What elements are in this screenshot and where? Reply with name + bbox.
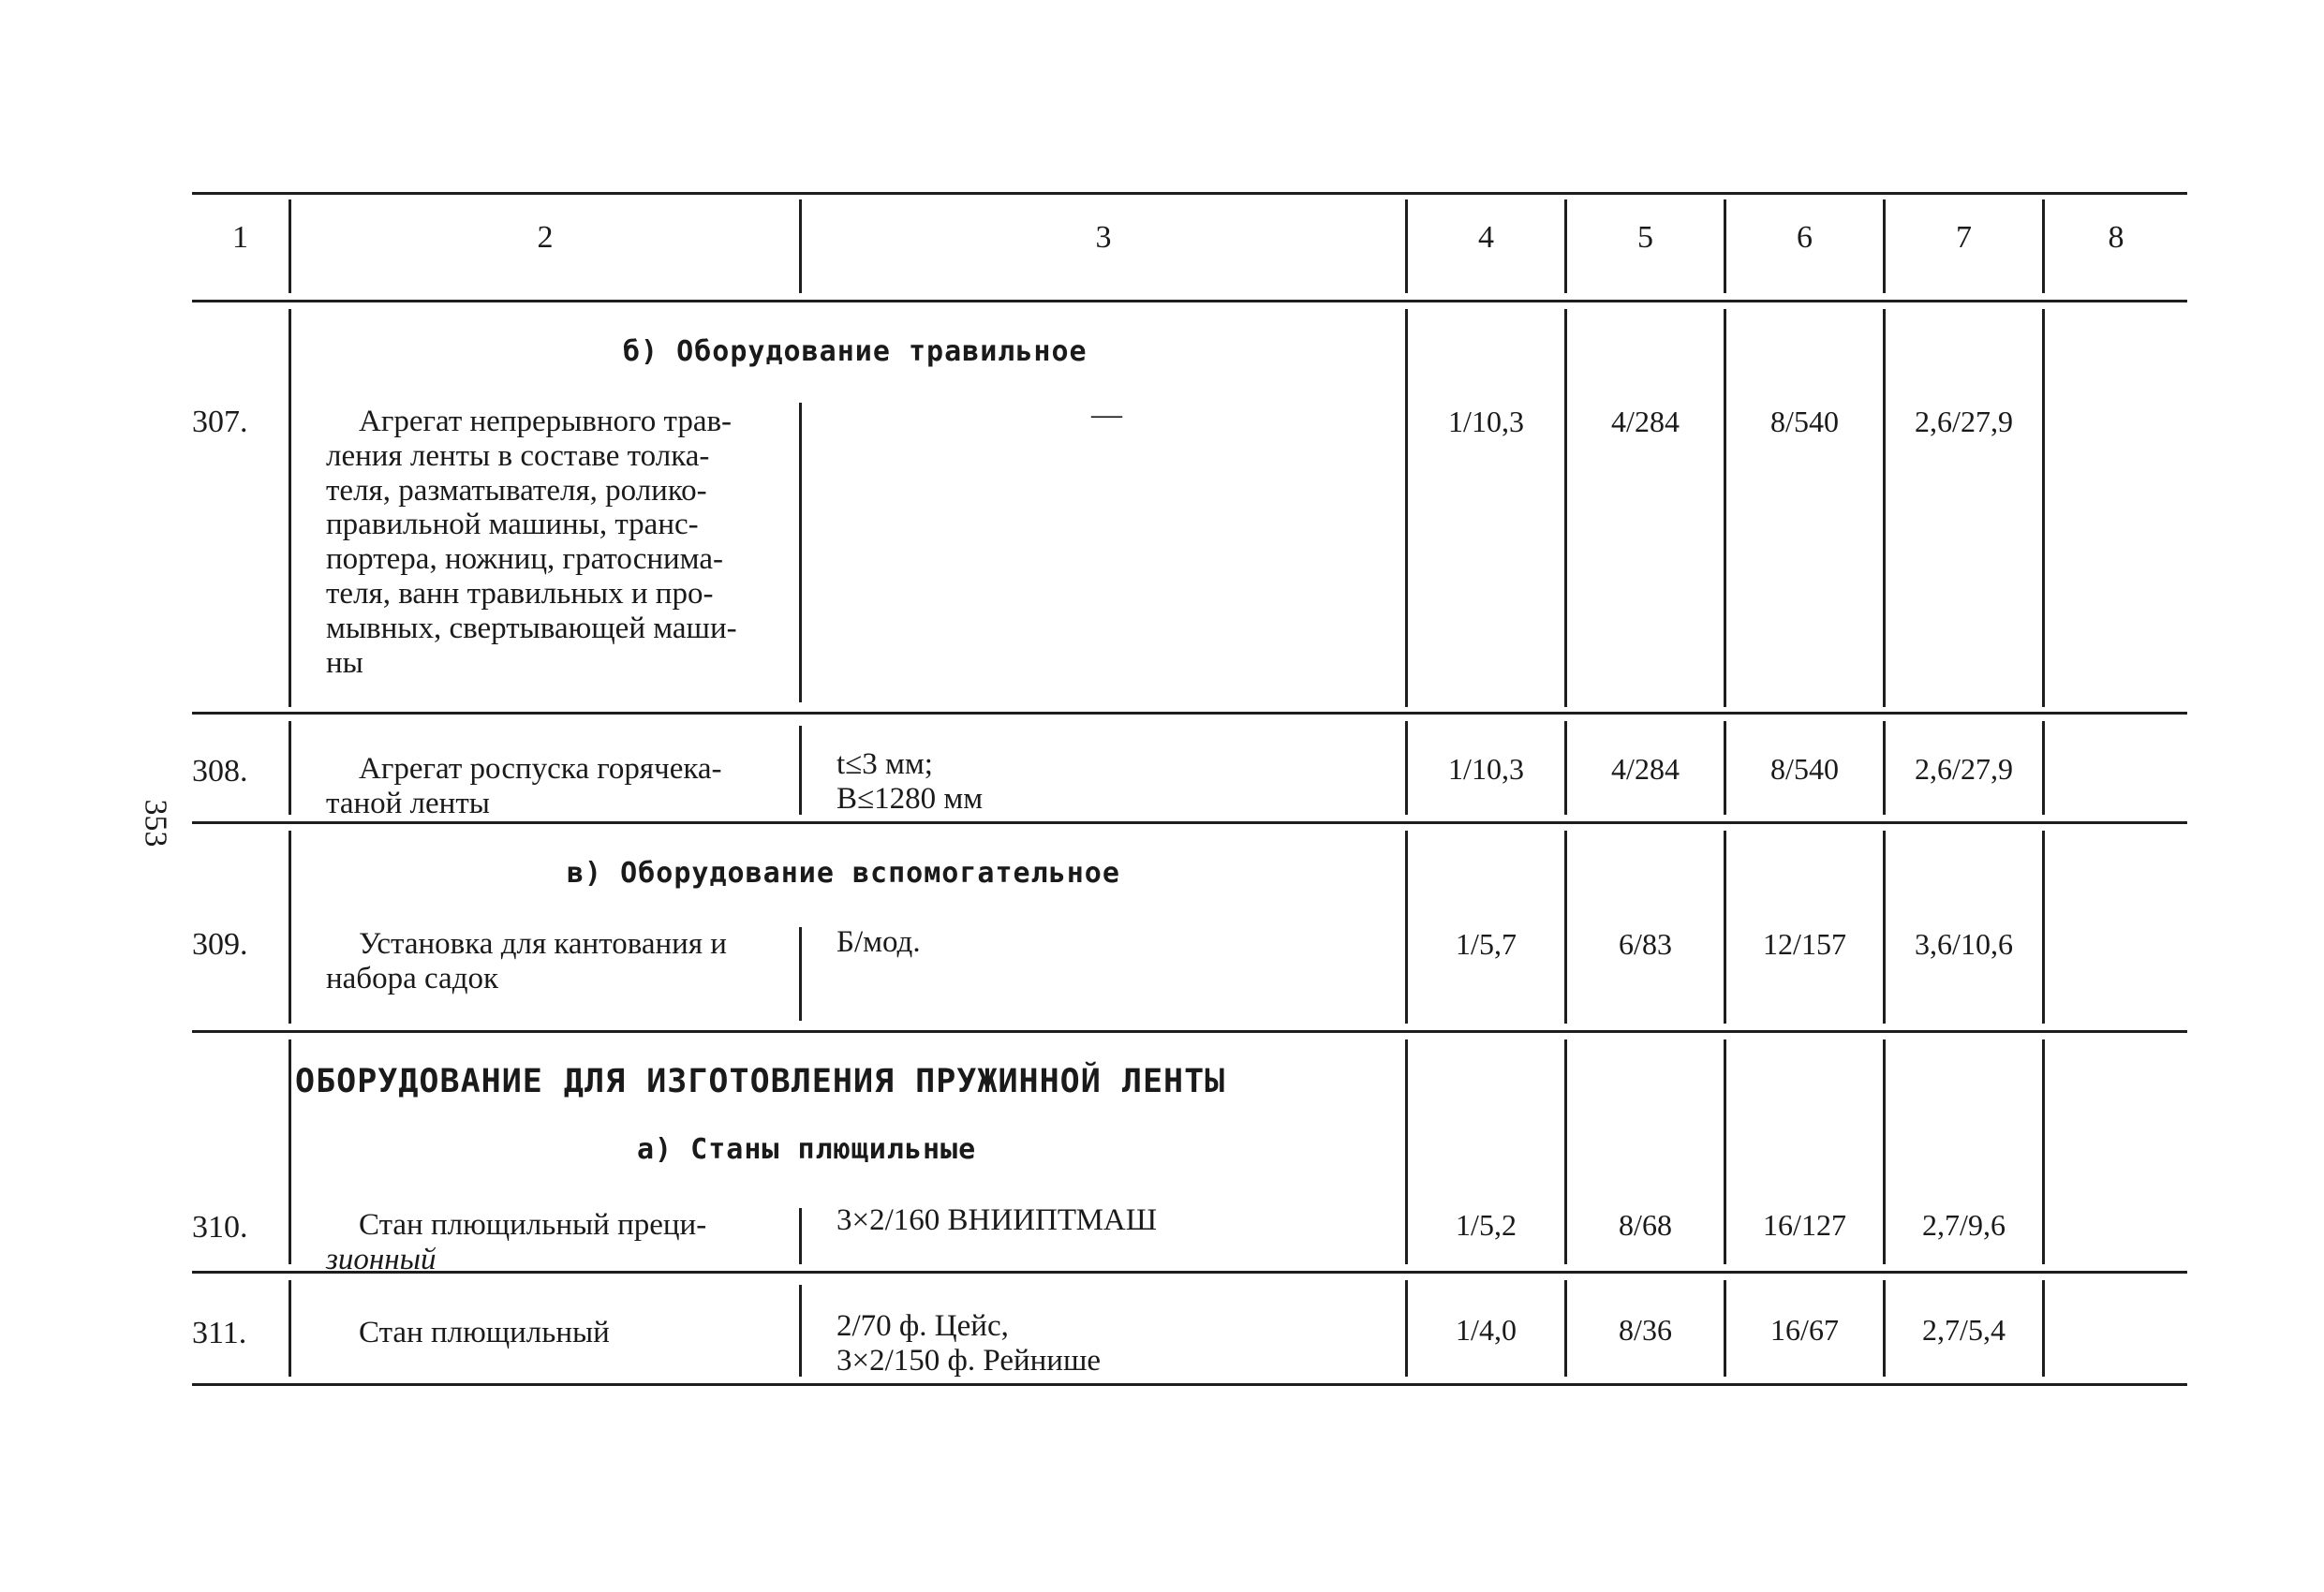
column-divider: [1883, 309, 1886, 707]
column-header: 2: [537, 220, 554, 255]
item-name: Стан плющильный преци- зионный: [326, 1208, 707, 1276]
column-header: 5: [1637, 220, 1653, 255]
table-bottom-rule: [192, 1383, 2187, 1386]
column-header: 4: [1478, 220, 1494, 255]
column-divider: [2042, 831, 2045, 1024]
col5-value: 4/284: [1611, 405, 1680, 438]
column-header: 3: [1095, 220, 1112, 255]
column-divider: [799, 927, 802, 1021]
row-number: 311.: [192, 1316, 247, 1350]
col4-value: 1/10,3: [1448, 752, 1524, 786]
column-divider: [2042, 1039, 2045, 1264]
col6-value: 16/67: [1770, 1313, 1839, 1347]
col5-value: 4/284: [1611, 752, 1680, 786]
item-spec: 2/70 ф. Цейс, 3×2/150 ф. Рейнише: [836, 1309, 1102, 1378]
column-divider: [1405, 309, 1408, 707]
column-divider: [1564, 309, 1567, 707]
col7-value: 3,6/10,6: [1915, 927, 2013, 961]
column-header: 6: [1797, 220, 1813, 255]
row-divider: [192, 821, 2187, 824]
col4-value: 1/10,3: [1448, 405, 1524, 438]
row-number: 308.: [192, 754, 248, 789]
column-header: 8: [2108, 220, 2124, 255]
column-divider: [1724, 309, 1726, 707]
subsection-heading: б) Оборудование травильное: [623, 335, 1088, 368]
column-divider: [799, 1285, 802, 1377]
col7-value: 2,7/5,4: [1922, 1313, 2006, 1347]
row-number: 309.: [192, 927, 248, 962]
column-divider: [2042, 721, 2045, 815]
item-name: Агрегат непрерывного трав- ления ленты в составе толка- теля, разматывателя, ролико- правильной машины, транс- портера, ножниц, гратоснима- теля, ванн травильных и про- мывных, свертывающей маши- ны: [326, 405, 737, 680]
item-name: Установка для кантования и набора садок: [326, 927, 727, 995]
column-divider: [799, 403, 802, 702]
item-spec: —: [1091, 398, 1122, 432]
col6-value: 8/540: [1770, 405, 1839, 438]
page-number: 353: [138, 799, 173, 848]
column-divider: [289, 831, 291, 1024]
col5-value: 8/36: [1619, 1313, 1672, 1347]
item-spec: 3×2/160 ВНИИПТМАШ: [836, 1203, 1158, 1237]
column-divider: [289, 721, 291, 815]
col4-value: 1/5,7: [1456, 927, 1517, 961]
column-header: 7: [1956, 220, 1972, 255]
item-name: Стан плющильный: [359, 1316, 610, 1349]
subsection-heading: в) Оборудование вспомогательное: [567, 857, 1120, 890]
column-divider: [289, 309, 291, 707]
col7-value: 2,6/27,9: [1915, 752, 2013, 786]
row-divider: [192, 712, 2187, 715]
col4-value: 1/5,2: [1456, 1208, 1517, 1242]
column-divider: [799, 726, 802, 815]
row-divider: [192, 1030, 2187, 1033]
column-divider: [799, 1208, 802, 1264]
item-spec: Б/мод.: [836, 925, 921, 959]
col6-value: 12/157: [1763, 927, 1846, 961]
header-bottom-rule: [192, 300, 2187, 302]
row-number: 307.: [192, 405, 248, 439]
column-divider: [2042, 1280, 2045, 1377]
col7-value: 2,6/27,9: [1915, 405, 2013, 438]
col5-value: 8/68: [1619, 1208, 1672, 1242]
col4-value: 1/4,0: [1456, 1313, 1517, 1347]
col5-value: 6/83: [1619, 927, 1672, 961]
column-header: 1: [232, 220, 248, 255]
section-title: ОБОРУДОВАНИЕ ДЛЯ ИЗГОТОВЛЕНИЯ ПРУЖИННОЙ ЛЕНТЫ: [295, 1063, 1226, 1100]
subsection-heading: а) Станы плющильные: [637, 1133, 977, 1166]
row-number: 310.: [192, 1210, 248, 1245]
item-spec: t≤3 мм; B≤1280 мм: [836, 747, 984, 816]
column-divider: [289, 1280, 291, 1377]
column-divider: [289, 1039, 291, 1264]
col6-value: 16/127: [1763, 1208, 1846, 1242]
col7-value: 2,7/9,6: [1922, 1208, 2006, 1242]
column-divider: [2042, 309, 2045, 707]
table-top-rule: [192, 192, 2187, 195]
item-name: Агрегат роспуска горячека- таной ленты: [326, 752, 722, 820]
col6-value: 8/540: [1770, 752, 1839, 786]
